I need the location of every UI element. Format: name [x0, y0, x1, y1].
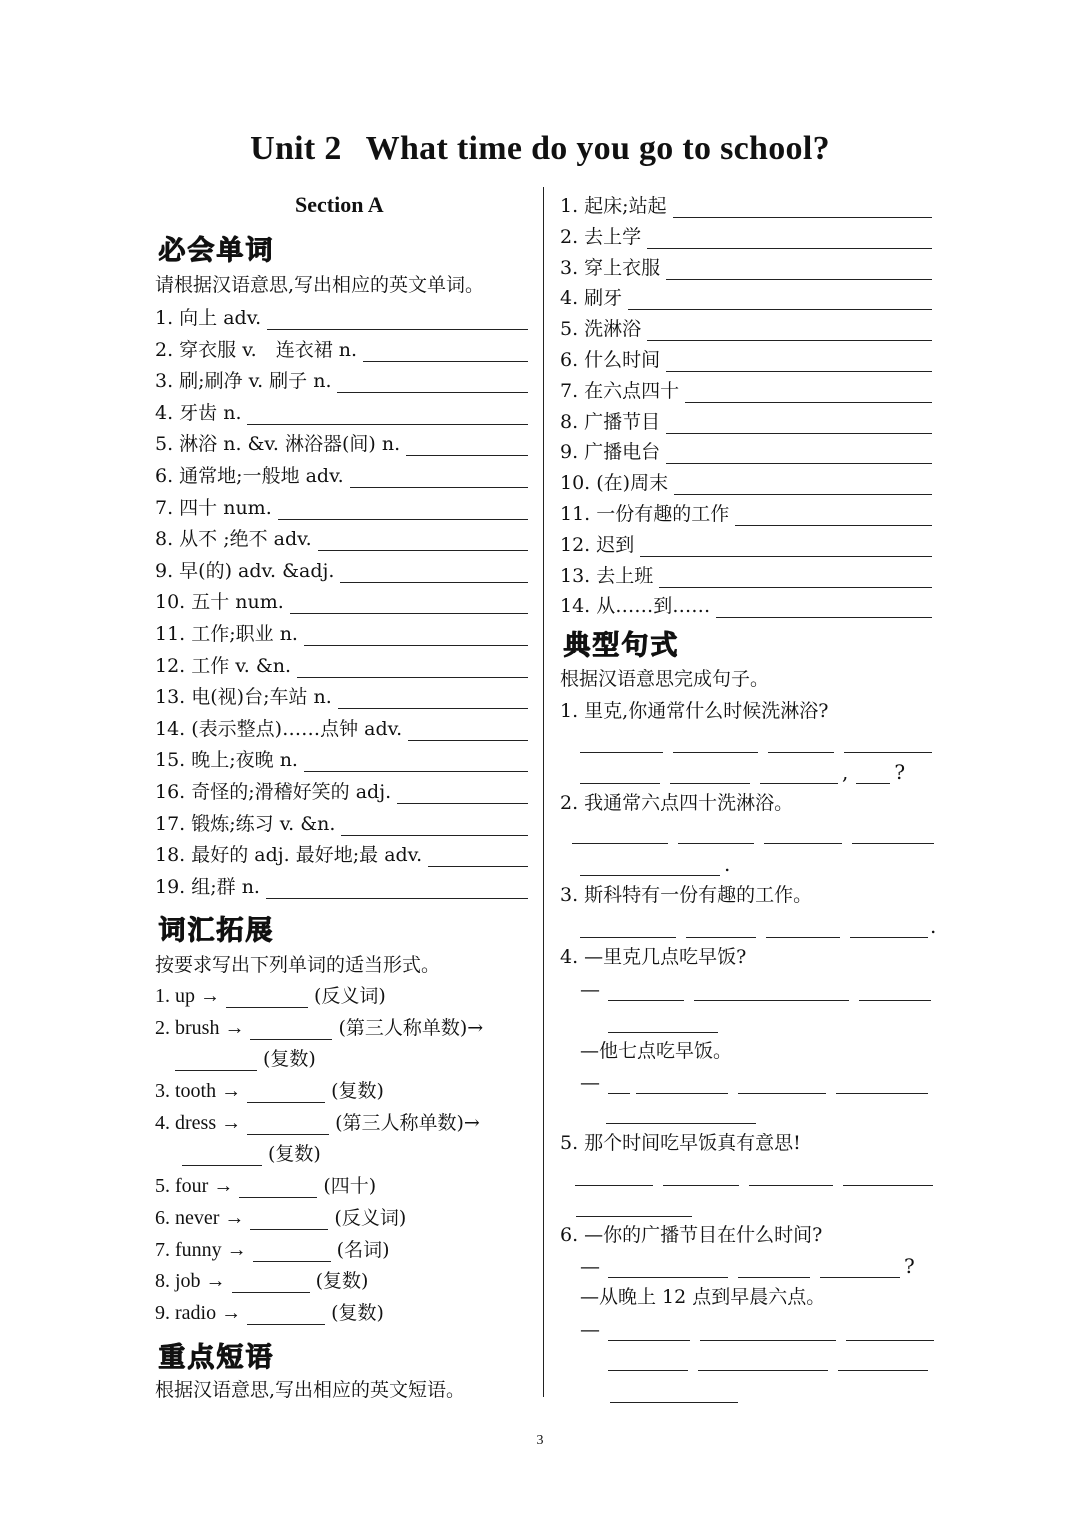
answer-line: [608, 1007, 728, 1033]
answer-blank[interactable]: [716, 597, 932, 618]
answer-line: [575, 1160, 943, 1186]
expand-instruction: 按要求写出下列单词的适当形式。: [155, 954, 441, 976]
vocab-item: [155, 460, 528, 488]
answer-line: [572, 818, 944, 844]
answer-blank[interactable]: [428, 846, 528, 867]
page-number: 3: [536, 1433, 544, 1448]
vocab-item: [155, 334, 528, 362]
answer-blank[interactable]: [694, 980, 849, 1001]
answer-line: [580, 758, 913, 784]
answer-blank[interactable]: [666, 259, 932, 280]
phrase-item: [560, 406, 932, 434]
answer-blank[interactable]: [397, 783, 528, 804]
answer-blank[interactable]: [175, 1050, 257, 1071]
vocab-item-label: 15. 晚上;夜晚 n.: [155, 749, 298, 772]
answer-blank[interactable]: [608, 1257, 728, 1278]
answer-blank[interactable]: [606, 1103, 756, 1124]
column-divider: [543, 187, 544, 1397]
answer-blank[interactable]: [647, 228, 932, 249]
vocab-instruction: 请根据汉语意思,写出相应的英文单词。: [155, 274, 485, 296]
section-label: Section A: [295, 192, 384, 217]
answer-line: [580, 850, 738, 876]
answer-blank[interactable]: [673, 732, 758, 753]
answer-line: [580, 912, 944, 938]
answer-blank[interactable]: [636, 1073, 728, 1094]
vocab-item: [155, 713, 528, 741]
answer-blank[interactable]: [247, 1114, 329, 1135]
answer-blank[interactable]: [232, 1272, 310, 1293]
answer-blank[interactable]: [670, 763, 750, 784]
page-title: [0, 130, 1080, 168]
phrase-item-label: 1. 起床;站起: [560, 195, 667, 217]
expand-item: 2. brush → (第三人称单数)→: [155, 1017, 484, 1039]
unit-label: Unit 2: [250, 130, 342, 167]
sentence-prompt: 6. —你的广播节目在什么时间?: [560, 1224, 823, 1246]
vocab-item-label: 2. 穿衣服 v. 连衣裙 n.: [155, 338, 358, 361]
sentences-heading: 典型句式: [563, 630, 679, 661]
answer-blank[interactable]: [572, 823, 668, 844]
answer-blank[interactable]: [850, 917, 928, 938]
punctuation: .: [930, 914, 937, 938]
answer-blank[interactable]: [764, 823, 842, 844]
vocab-item-label: 4. 牙齿 n.: [155, 401, 242, 424]
phrase-item: [560, 560, 932, 588]
answer-line: [610, 1377, 748, 1403]
answer-blank[interactable]: [859, 980, 931, 1001]
answer-blank[interactable]: [659, 567, 932, 588]
sentence-response: —从晚上 12 点到早晨六点。: [580, 1286, 826, 1308]
phrase-item-label: 12. 迟到: [560, 533, 635, 556]
expand-item: 5. four → (四十): [155, 1175, 377, 1197]
answer-blank[interactable]: [666, 413, 932, 434]
answer-line: [580, 1068, 938, 1094]
answer-blank[interactable]: [685, 382, 932, 403]
answer-blank[interactable]: [698, 1350, 828, 1371]
phrase-item-label: 2. 去上学: [560, 225, 642, 248]
phrase-item-label: 7. 在六点四十: [560, 379, 680, 402]
phrase-item: [560, 590, 932, 618]
phrase-item-label: 3. 穿上衣服: [560, 256, 661, 279]
vocab-item-label: 14. (表示整点)……点钟 adv.: [155, 717, 403, 740]
answer-blank[interactable]: [247, 404, 528, 425]
answer-blank[interactable]: [350, 467, 528, 488]
expand-item-continued: (复数): [175, 1043, 316, 1071]
answer-blank[interactable]: [738, 1257, 810, 1278]
answer-blank[interactable]: [304, 751, 528, 772]
answer-blank[interactable]: [666, 443, 932, 464]
answer-blank[interactable]: [766, 917, 840, 938]
phrase-item: [560, 313, 932, 341]
phrases-instruction: 根据汉语意思,写出相应的英文短语。: [155, 1379, 466, 1401]
phrase-item-label: 13. 去上班: [560, 564, 654, 587]
sentence-prompt: 2. 我通常六点四十洗淋浴。: [560, 792, 794, 814]
phrase-item: [560, 529, 932, 557]
dialogue-dash: —: [580, 1254, 600, 1278]
phrase-item-label: 11. 一份有趣的工作: [560, 503, 730, 525]
vocab-item-label: 7. 四十 num.: [155, 496, 272, 519]
phrase-item: [560, 436, 932, 464]
vocab-item-label: 8. 从不 ;绝不 adv.: [155, 528, 312, 551]
expand-item: 4. dress → (第三人称单数)→: [155, 1112, 480, 1134]
answer-blank[interactable]: [608, 1073, 630, 1094]
sentence-prompt: 4. —里克几点吃早饭?: [560, 946, 747, 968]
vocab-item: [155, 650, 528, 678]
answer-blank[interactable]: [247, 1304, 325, 1325]
expand-heading: 词汇拓展: [158, 915, 274, 946]
dialogue-dash: —: [580, 1070, 600, 1094]
vocab-item-label: 1. 向上 adv.: [155, 307, 262, 329]
answer-line: [608, 1345, 938, 1371]
sentences-instruction: 根据汉语意思完成句子。: [560, 668, 770, 690]
answer-blank[interactable]: [406, 435, 528, 456]
answer-blank[interactable]: [267, 309, 528, 330]
answer-blank[interactable]: [852, 823, 934, 844]
phrase-item: [560, 190, 932, 218]
punctuation: ,: [842, 760, 849, 784]
answer-blank[interactable]: [576, 1196, 692, 1217]
answer-blank[interactable]: [647, 320, 932, 341]
answer-blank[interactable]: [628, 289, 932, 310]
answer-blank[interactable]: [749, 1165, 833, 1186]
vocab-item: [155, 871, 528, 899]
phrase-item-label: 14. 从……到……: [560, 595, 711, 618]
vocab-item: [155, 808, 528, 836]
punctuation: .: [724, 852, 731, 876]
answer-blank[interactable]: [608, 1320, 690, 1341]
answer-blank[interactable]: [673, 197, 932, 218]
sentence-prompt: 5. 那个时间吃早饭真有意思!: [560, 1132, 801, 1154]
answer-line: [606, 1098, 766, 1124]
sentence-response: —他七点吃早饭。: [580, 1040, 733, 1062]
phrase-item: [560, 498, 932, 526]
expand-item: 6. never → (反义词): [155, 1207, 407, 1229]
vocab-item-label: 18. 最好的 adj. 最好地;最 adv.: [155, 844, 423, 867]
answer-blank[interactable]: [836, 1073, 928, 1094]
punctuation: ?: [904, 1254, 915, 1278]
phrase-item: [560, 467, 932, 495]
vocab-heading: 必会单词: [158, 235, 274, 266]
vocab-item-label: 6. 通常地;一般地 adv.: [155, 465, 344, 487]
answer-blank[interactable]: [580, 763, 660, 784]
answer-blank[interactable]: [363, 341, 528, 362]
expand-item: 9. radio → (复数): [155, 1302, 384, 1324]
phrase-item-label: 10. (在)周末: [560, 472, 669, 495]
phrase-item-label: 5. 洗淋浴: [560, 318, 642, 341]
answer-blank[interactable]: [735, 505, 932, 526]
answer-blank[interactable]: [838, 1350, 928, 1371]
answer-blank[interactable]: [608, 1350, 688, 1371]
answer-blank[interactable]: [768, 732, 834, 753]
vocab-item: [155, 776, 528, 804]
phrase-item-label: 4. 刷牙: [560, 287, 623, 310]
vocab-item: [155, 428, 528, 456]
vocab-item: [155, 492, 528, 520]
answer-blank[interactable]: [580, 732, 663, 753]
answer-blank[interactable]: [341, 815, 528, 836]
vocab-item: [155, 839, 528, 867]
vocab-item-label: 16. 奇怪的;滑稽好笑的 adj.: [155, 781, 392, 803]
vocab-item: [155, 555, 528, 583]
expand-item: 1. up → (反义词): [155, 985, 386, 1007]
answer-blank[interactable]: [674, 474, 932, 495]
answer-blank[interactable]: [338, 688, 528, 709]
vocab-item-label: 5. 淋浴 n. &v. 淋浴器(间) n.: [155, 433, 401, 456]
unit-question: What time do you go to school?: [365, 130, 830, 167]
vocab-item: [155, 397, 528, 425]
answer-blank[interactable]: [608, 980, 684, 1001]
answer-blank[interactable]: [820, 1257, 900, 1278]
vocab-item: [155, 744, 528, 772]
vocab-item: [155, 302, 528, 330]
answer-blank[interactable]: [247, 1082, 325, 1103]
phrase-item: [560, 282, 932, 310]
answer-line: [580, 975, 941, 1001]
phrase-item-label: 9. 广播电台: [560, 441, 661, 464]
dialogue-dash: —: [580, 1317, 600, 1341]
vocab-item-label: 9. 早(的) adv. &adj.: [155, 559, 335, 582]
vocab-item: [155, 365, 528, 393]
vocab-item-label: 11. 工作;职业 n.: [155, 623, 298, 645]
vocab-item: [155, 618, 528, 646]
answer-blank[interactable]: [700, 1320, 836, 1341]
answer-blank[interactable]: [856, 763, 890, 784]
answer-blank[interactable]: [266, 878, 528, 899]
answer-blank[interactable]: [760, 763, 838, 784]
answer-blank[interactable]: [182, 1145, 262, 1166]
vocab-item: [155, 523, 528, 551]
expand-item: 7. funny → (名词): [155, 1239, 390, 1261]
answer-blank[interactable]: [408, 720, 528, 741]
phrase-item: [560, 221, 932, 249]
phrase-item: [560, 375, 932, 403]
answer-blank[interactable]: [340, 562, 528, 583]
answer-blank[interactable]: [278, 499, 528, 520]
answer-blank[interactable]: [253, 1241, 331, 1262]
answer-blank[interactable]: [226, 987, 308, 1008]
answer-blank[interactable]: [666, 351, 932, 372]
vocab-item-label: 3. 刷;刷净 v. 刷子 n.: [155, 370, 332, 393]
answer-blank[interactable]: [844, 732, 932, 753]
expand-item-continued: (复数): [182, 1138, 321, 1166]
phrase-item-label: 8. 广播节目: [560, 410, 661, 433]
answer-blank[interactable]: [608, 1012, 718, 1033]
answer-blank[interactable]: [846, 1320, 934, 1341]
phrase-item-label: 6. 什么时间: [560, 349, 661, 371]
answer-blank[interactable]: [640, 536, 932, 557]
dialogue-dash: —: [580, 977, 600, 1001]
vocab-item-label: 12. 工作 v. &n.: [155, 654, 292, 677]
expand-item: 3. tooth → (复数): [155, 1080, 384, 1102]
answer-blank[interactable]: [580, 855, 720, 876]
answer-blank[interactable]: [610, 1382, 738, 1403]
answer-blank[interactable]: [304, 625, 528, 646]
phrase-item: [560, 252, 932, 280]
vocab-item-label: 10. 五十 num.: [155, 591, 284, 614]
answer-blank[interactable]: [250, 1209, 328, 1230]
answer-blank[interactable]: [580, 917, 676, 938]
answer-line: [576, 1191, 702, 1217]
sentence-prompt: 3. 斯科特有一份有趣的工作。: [560, 884, 813, 906]
answer-blank[interactable]: [738, 1073, 826, 1094]
answer-line: [580, 727, 942, 753]
vocab-item-label: 19. 组;群 n.: [155, 875, 260, 898]
phrase-item: [560, 344, 932, 372]
vocab-item-label: 13. 电(视)台;车站 n.: [155, 686, 332, 709]
answer-blank[interactable]: [239, 1177, 317, 1198]
sentence-prompt: 1. 里克,你通常什么时候洗淋浴?: [560, 700, 829, 722]
answer-blank[interactable]: [250, 1019, 332, 1040]
punctuation: ?: [894, 760, 906, 784]
answer-blank[interactable]: [337, 372, 528, 393]
vocab-item: [155, 681, 528, 709]
answer-line: [580, 1252, 923, 1278]
answer-blank[interactable]: [318, 530, 528, 551]
vocab-item: [155, 586, 528, 614]
answer-line: [580, 1315, 944, 1341]
answer-blank[interactable]: [843, 1165, 933, 1186]
answer-blank[interactable]: [686, 917, 756, 938]
answer-blank[interactable]: [663, 1165, 739, 1186]
answer-blank[interactable]: [297, 657, 528, 678]
answer-blank[interactable]: [575, 1165, 653, 1186]
vocab-item-label: 17. 锻炼;练习 v. &n.: [155, 812, 336, 835]
expand-item: 8. job → (复数): [155, 1270, 369, 1292]
answer-blank[interactable]: [678, 823, 754, 844]
phrases-heading: 重点短语: [158, 1342, 274, 1373]
answer-blank[interactable]: [290, 593, 528, 614]
